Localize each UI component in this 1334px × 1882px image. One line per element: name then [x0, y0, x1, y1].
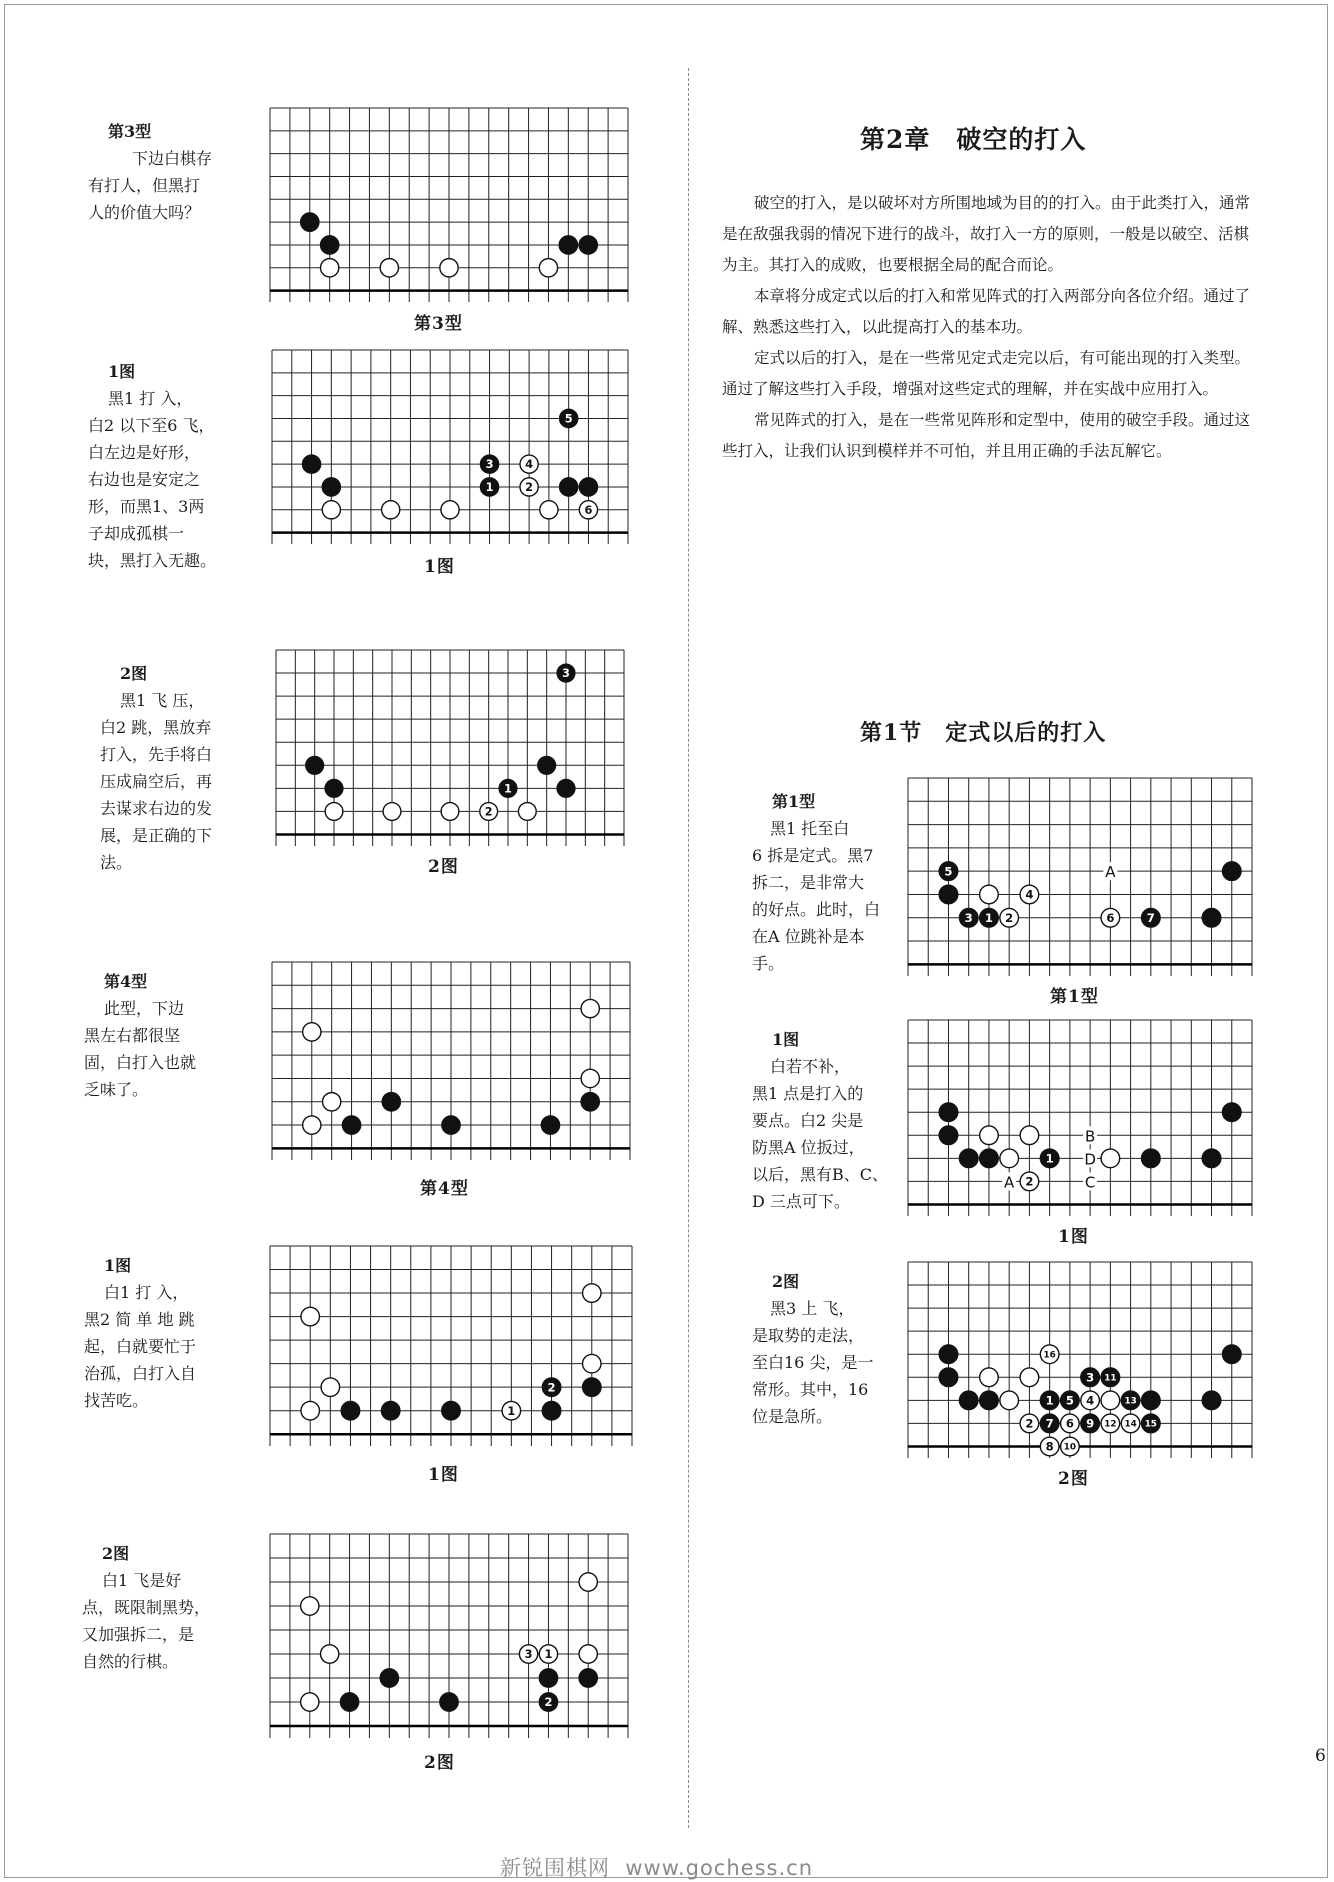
- point-letter: A: [1004, 1173, 1015, 1192]
- black-stone: [581, 1093, 599, 1111]
- white-stone: [1020, 1368, 1039, 1387]
- move-number: 1: [544, 1647, 553, 1662]
- white-stone: [301, 1401, 320, 1420]
- move-number: 7: [1146, 910, 1155, 925]
- move-number: 3: [524, 1647, 533, 1662]
- text-line: 法。: [100, 853, 133, 872]
- point-letter: B: [1084, 1127, 1096, 1146]
- move-number: 6: [1106, 910, 1115, 925]
- diagram-caption: 1图: [1058, 1227, 1089, 1247]
- point-letter: D: [1084, 1150, 1096, 1169]
- white-stone: [540, 501, 558, 519]
- text-line: 人的价值大吗？: [88, 203, 201, 222]
- black-stone: [560, 478, 578, 496]
- go-diagram: [272, 962, 630, 1160]
- black-stone: [301, 213, 319, 231]
- move-number: 9: [1086, 1416, 1095, 1431]
- diagram-caption: 1图: [428, 1465, 459, 1485]
- black-stone: [541, 1116, 559, 1134]
- move-number: 5: [564, 411, 573, 426]
- go-diagram: [270, 108, 628, 302]
- problem-text: [84, 1252, 274, 1414]
- white-stone: [301, 1597, 319, 1615]
- text-line: 6 拆是定式。黑7: [752, 846, 874, 865]
- black-stone: [939, 1103, 958, 1122]
- move-number: 13: [1124, 1396, 1137, 1407]
- black-stone: [980, 1149, 999, 1168]
- black-stone: [1142, 1149, 1161, 1168]
- text-line: 黑1 飞 压，: [120, 691, 205, 710]
- text-line: 在A 位跳补是本: [752, 927, 865, 946]
- problem-text: [100, 660, 280, 876]
- white-stone: [323, 1093, 341, 1111]
- white-stone: [583, 1284, 602, 1303]
- white-stone: [303, 1023, 321, 1041]
- text-line: 形，而黑1、3两: [88, 497, 205, 516]
- problem-text: [752, 1268, 912, 1430]
- white-stone: [1000, 1149, 1019, 1168]
- black-stone: [583, 1378, 602, 1397]
- move-number: 8: [1045, 1439, 1054, 1454]
- diagram-caption: 第3型: [414, 314, 463, 334]
- move-number: 4: [1025, 887, 1034, 902]
- black-stone: [1202, 1391, 1221, 1410]
- column-divider: [688, 68, 689, 1828]
- black-stone: [959, 1391, 978, 1410]
- white-stone: [383, 803, 401, 821]
- white-stone: [980, 1126, 999, 1145]
- white-stone: [539, 259, 557, 277]
- black-stone: [1142, 1391, 1161, 1410]
- footer-url: www.gochess.cn: [625, 1856, 813, 1880]
- black-stone: [579, 478, 597, 496]
- white-stone: [1101, 1391, 1120, 1410]
- white-stone: [581, 999, 599, 1017]
- move-number: 3: [562, 667, 570, 681]
- white-stone: [380, 259, 398, 277]
- chapter-title: 第2章 破空的打入: [860, 125, 1087, 154]
- black-stone: [538, 756, 556, 774]
- footer-site-name: 新锐围棋网: [500, 1856, 610, 1880]
- move-number: 15: [1144, 1419, 1157, 1430]
- move-number: 4: [1086, 1393, 1095, 1408]
- diagram-caption: 2图: [428, 857, 459, 877]
- white-stone: [980, 1368, 999, 1387]
- text-line: 起，白就要忙于: [84, 1337, 197, 1356]
- move-number: 10: [1063, 1442, 1077, 1453]
- point-letter: C: [1084, 1173, 1096, 1192]
- move-number: 2: [1005, 910, 1014, 925]
- point-letter: A: [1105, 863, 1116, 882]
- black-stone: [542, 1401, 561, 1420]
- problem-header: 第1型: [772, 792, 816, 811]
- text-line: 黑1 打 入，: [108, 389, 193, 408]
- problem-header: 1图: [772, 1030, 800, 1049]
- text-line: 右边也是安定之: [88, 470, 201, 489]
- black-stone: [939, 1345, 958, 1364]
- problem-header: 第3型: [108, 122, 152, 141]
- problem-text: [88, 118, 248, 226]
- white-stone: [382, 501, 400, 519]
- text-line: 白若不补，: [770, 1057, 851, 1076]
- white-stone: [583, 1354, 602, 1373]
- text-line: 治孤，白打入自: [84, 1364, 197, 1383]
- problem-text: [752, 788, 912, 977]
- white-stone: [303, 1116, 321, 1134]
- move-number: 2: [544, 1695, 553, 1710]
- white-stone: [579, 1573, 597, 1591]
- go-diagram: [276, 650, 624, 846]
- white-stone: [518, 803, 536, 821]
- text-line: 展，是正确的下: [100, 826, 213, 845]
- black-stone: [539, 1669, 557, 1687]
- white-stone: [1000, 1391, 1019, 1410]
- move-number: 3: [1086, 1370, 1095, 1385]
- text-line: 位是急所。: [752, 1407, 833, 1426]
- problem-text: [82, 1540, 272, 1675]
- black-stone: [306, 756, 324, 774]
- move-number: 1: [485, 480, 494, 495]
- white-stone: [321, 1378, 340, 1397]
- diagram-caption: 第4型: [420, 1179, 469, 1199]
- text-line: 至白16 尖，是一: [752, 1353, 874, 1372]
- diagram-caption: 2图: [424, 1753, 455, 1773]
- move-number: 6: [584, 502, 593, 517]
- move-number: 6: [1065, 1416, 1074, 1431]
- go-diagram: [908, 1262, 1252, 1458]
- black-stone: [321, 236, 339, 254]
- black-stone: [579, 1669, 597, 1687]
- black-stone: [325, 779, 343, 797]
- text-line: 白1 打 入，: [104, 1283, 189, 1302]
- text-line: 黑2 简 单 地 跳: [84, 1310, 195, 1329]
- text-line: 拆二，是非常大: [752, 873, 865, 892]
- white-stone: [579, 1645, 597, 1663]
- white-stone: [440, 259, 458, 277]
- black-stone: [440, 1693, 458, 1711]
- move-number: 16: [1043, 1350, 1056, 1361]
- text-line: 找苦吃。: [84, 1391, 149, 1410]
- text-line: 以后，黑有B、C、: [752, 1165, 889, 1184]
- black-stone: [557, 779, 575, 797]
- intro-paragraph: 定式以后的打入，是在一些常见定式走完以后，有可能出现的打入类型。通过了解这些打入手段，增强对这些定式的理解，并在实战中应用打入。: [722, 349, 1251, 398]
- text-line: 下边白棋存: [132, 149, 213, 168]
- black-stone: [340, 1693, 358, 1711]
- move-number: 14: [1124, 1419, 1137, 1430]
- problem-header: 2图: [772, 1272, 800, 1291]
- footer-watermark: [500, 1852, 813, 1882]
- page-number: 6: [1315, 1746, 1326, 1766]
- intro-paragraph: 本章将分成定式以后的打入和常见阵式的打入两部分向各位介绍。通过了解、熟悉这些打入，以此提高打入的基本功。: [722, 287, 1251, 336]
- black-stone: [442, 1401, 461, 1420]
- black-stone: [302, 455, 320, 473]
- black-stone: [939, 1368, 958, 1387]
- white-stone: [321, 259, 339, 277]
- move-number: 1: [1045, 1393, 1054, 1408]
- black-stone: [959, 1149, 978, 1168]
- problem-header: 1图: [104, 1256, 132, 1275]
- text-line: 是取势的走法，: [752, 1326, 865, 1345]
- text-line: 乏味了。: [84, 1080, 149, 1099]
- text-line: 黑1 托至白: [770, 819, 850, 838]
- white-stone: [581, 1069, 599, 1087]
- white-stone: [1020, 1126, 1039, 1145]
- white-stone: [1101, 1149, 1120, 1168]
- move-number: 11: [1104, 1373, 1117, 1384]
- black-stone: [939, 1126, 958, 1145]
- move-number: 7: [1045, 1416, 1054, 1431]
- white-stone: [325, 803, 343, 821]
- move-number: 1: [504, 782, 512, 796]
- black-stone: [322, 478, 340, 496]
- problem-header: 1图: [108, 362, 136, 381]
- white-stone: [322, 501, 340, 519]
- problem-text: [88, 358, 278, 574]
- go-diagram: [272, 350, 628, 544]
- go-diagram: [908, 778, 1252, 976]
- text-line: 黑1 点是打入的: [752, 1084, 864, 1103]
- diagram-caption: 第1型: [1050, 987, 1099, 1007]
- text-line: 打入，先手将白: [100, 745, 213, 764]
- white-stone: [441, 803, 459, 821]
- move-number: 2: [1025, 1174, 1034, 1189]
- black-stone: [1202, 908, 1221, 927]
- black-stone: [559, 236, 577, 254]
- problem-header: 2图: [102, 1544, 130, 1563]
- go-diagram: [908, 1020, 1252, 1216]
- move-number: 5: [1065, 1393, 1074, 1408]
- move-number: 2: [1025, 1416, 1034, 1431]
- text-line: D 三点可下。: [752, 1192, 850, 1211]
- black-stone: [341, 1401, 360, 1420]
- text-line: 去谋求右边的发: [100, 799, 213, 818]
- black-stone: [939, 885, 958, 904]
- move-number: 1: [507, 1403, 516, 1418]
- intro-paragraph: 破空的打入，是以破坏对方所围地域为目的的打入。由于此类打入，通常是在敌强我弱的情况下进行的战斗，故打入一方的原则，一般是以破空、活棋为主。其打入的成败，也要根据全局的配合而论。: [722, 194, 1251, 274]
- black-stone: [381, 1401, 400, 1420]
- text-line: 黑3 上 飞，: [770, 1299, 855, 1318]
- black-stone: [380, 1669, 398, 1687]
- section-title: 第1节 定式以后的打入: [860, 720, 1107, 746]
- text-line: 白2 跳，黑放弃: [100, 718, 212, 737]
- move-number: 1: [1045, 1151, 1054, 1166]
- text-line: 要点。白2 尖是: [752, 1111, 864, 1130]
- move-number: 2: [525, 480, 534, 495]
- move-number: 2: [484, 805, 493, 819]
- text-line: 常形。其中，16: [752, 1380, 869, 1399]
- go-diagram: [270, 1246, 632, 1446]
- text-line: 白左边是好形，: [88, 443, 201, 462]
- white-stone: [321, 1645, 339, 1663]
- move-number: 2: [547, 1380, 556, 1395]
- text-line: 块，黑打入无趣。: [88, 551, 217, 570]
- problem-header: 第4型: [104, 972, 148, 991]
- text-line: 点，既限制黑势，: [82, 1598, 211, 1617]
- black-stone: [1202, 1149, 1221, 1168]
- text-line: 子却成孤棋一: [88, 524, 185, 543]
- black-stone: [980, 1391, 999, 1410]
- text-line: 自然的行棋。: [82, 1652, 179, 1671]
- diagram-caption: 2图: [1058, 1469, 1089, 1489]
- black-stone: [342, 1116, 360, 1134]
- white-stone: [980, 885, 999, 904]
- white-stone: [301, 1693, 319, 1711]
- black-stone: [1222, 1345, 1241, 1364]
- move-number: 3: [485, 457, 494, 472]
- text-line: 防黑A 位扳过，: [752, 1138, 865, 1157]
- text-line: 此型，下边: [104, 999, 185, 1018]
- text-line: 白2 以下至6 飞，: [88, 416, 215, 435]
- text-line: 白1 飞是好: [102, 1571, 182, 1590]
- black-stone: [1222, 1103, 1241, 1122]
- chapter-intro: [722, 188, 1250, 467]
- move-number: 5: [944, 864, 953, 879]
- problem-text: [84, 968, 274, 1103]
- intro-paragraph: 常见阵式的打入，是在一些常见阵形和定型中，使用的破空手段。通过这些打入，让我们认识到模样并不可怕，并且用正确的手法瓦解它。: [722, 411, 1251, 460]
- black-stone: [1222, 862, 1241, 881]
- move-number: 4: [525, 457, 534, 472]
- text-line: 有打人，但黑打: [88, 176, 201, 195]
- text-line: 又加强拆二，是: [82, 1625, 195, 1644]
- text-line: 的好点。此时，白: [752, 900, 881, 919]
- go-diagram: [270, 1534, 628, 1738]
- black-stone: [579, 236, 597, 254]
- white-stone: [301, 1307, 320, 1326]
- black-stone: [382, 1093, 400, 1111]
- problem-header: 2图: [120, 664, 148, 683]
- text-line: 手。: [752, 954, 785, 973]
- black-stone: [442, 1116, 460, 1134]
- problem-text: [752, 1026, 912, 1215]
- move-number: 1: [984, 910, 993, 925]
- text-line: 黑左右都很坚: [84, 1026, 181, 1045]
- move-number: 12: [1104, 1419, 1117, 1430]
- diagram-caption: 1图: [424, 557, 455, 577]
- text-line: 固，白打入也就: [84, 1053, 197, 1072]
- white-stone: [441, 501, 459, 519]
- move-number: 3: [964, 910, 973, 925]
- text-line: 压成扁空后，再: [100, 772, 213, 791]
